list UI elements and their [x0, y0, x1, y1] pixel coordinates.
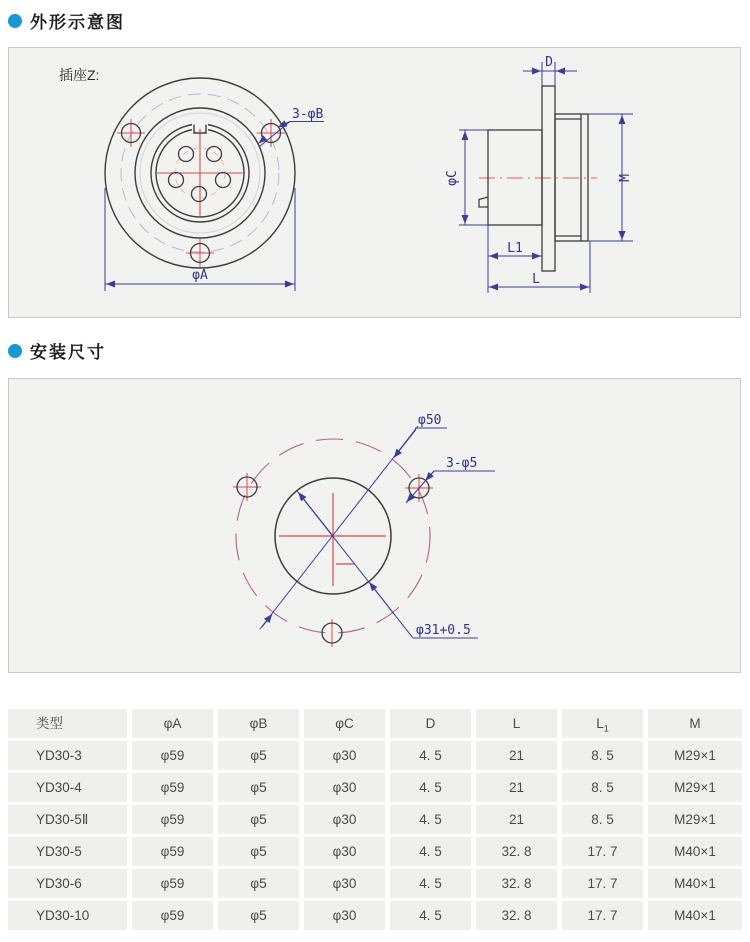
cell-type: YD30-4: [8, 773, 127, 802]
cell-value: 32. 8: [476, 837, 557, 866]
socket-label: 插座Z:: [59, 67, 100, 83]
cell-value: φ30: [304, 741, 385, 770]
section-header-outline: [8, 8, 125, 33]
mounting-holes: [117, 119, 285, 267]
cell-value: φ59: [132, 901, 213, 930]
col-header-dia-b: φB: [218, 709, 299, 738]
cell-value: 8. 5: [562, 773, 643, 802]
cutout-label: φ31+0.5: [416, 623, 471, 638]
holes-leader: [259, 122, 324, 148]
table-header-row: [8, 709, 742, 738]
section-header-mounting: [8, 338, 106, 363]
cell-value: 4. 5: [390, 901, 471, 930]
outline-drawing-box: [8, 47, 741, 318]
d-label: D: [545, 55, 553, 70]
center-crosshair: [279, 493, 386, 586]
cell-value: 17. 7: [562, 901, 643, 930]
cell-value: φ5: [218, 741, 299, 770]
cell-value: φ30: [304, 773, 385, 802]
table-row: [8, 741, 742, 770]
cell-value: φ5: [218, 805, 299, 834]
side-tab: [479, 197, 488, 207]
col-header-m: M: [648, 709, 742, 738]
table-row: [8, 837, 742, 866]
holes-label: 3-φB: [292, 107, 324, 122]
section-title: 外形示意图: [30, 13, 125, 32]
spec-table: [8, 709, 742, 933]
front-view: [105, 78, 324, 291]
cell-type: YD30-6: [8, 869, 127, 898]
cell-value: 21: [476, 773, 557, 802]
cell-value: φ59: [132, 869, 213, 898]
table-row: [8, 805, 742, 834]
cell-value: φ30: [304, 805, 385, 834]
col-header-type: 类型: [8, 709, 127, 738]
cell-value: 4. 5: [390, 805, 471, 834]
cell-value: φ59: [132, 741, 213, 770]
bolt-circle-dimension: [260, 426, 447, 629]
outline-drawing: [9, 48, 740, 317]
table-row: [8, 901, 742, 930]
cell-value: M40×1: [648, 901, 742, 930]
bullet-icon: [8, 14, 22, 28]
cell-value: 17. 7: [562, 869, 643, 898]
cell-value: 4. 5: [390, 869, 471, 898]
cell-value: 21: [476, 741, 557, 770]
cell-value: 4. 5: [390, 773, 471, 802]
cell-type: YD30-5: [8, 837, 127, 866]
cell-type: YD30-3: [8, 741, 127, 770]
col-header-dia-a: φA: [132, 709, 213, 738]
table-row: [8, 869, 742, 898]
col-header-dia-c: φC: [304, 709, 385, 738]
dia-a-label: φA: [192, 268, 208, 283]
m-label: M: [618, 174, 633, 182]
cell-value: M29×1: [648, 773, 742, 802]
cell-value: M40×1: [648, 869, 742, 898]
bullet-icon: [8, 344, 22, 358]
cell-value: φ5: [218, 837, 299, 866]
cell-value: 21: [476, 805, 557, 834]
cell-type: YD30-10: [8, 901, 127, 930]
cell-value: φ30: [304, 837, 385, 866]
cell-value: φ5: [218, 773, 299, 802]
col-header-l1: $L_1$: [562, 709, 643, 738]
section-title: 安装尺寸: [30, 343, 106, 362]
col-header-l: L: [476, 709, 557, 738]
l-label: L: [532, 272, 540, 287]
mounting-drawing: [9, 379, 740, 672]
cell-value: M29×1: [648, 741, 742, 770]
dia-c-label: φC: [445, 170, 460, 186]
cell-value: φ30: [304, 901, 385, 930]
side-view: [445, 55, 633, 293]
cell-value: M29×1: [648, 805, 742, 834]
cell-value: φ59: [132, 773, 213, 802]
bolt-circle-label: φ50: [418, 413, 442, 428]
holes-label: 3-φ5: [446, 456, 478, 471]
cell-value: 17. 7: [562, 837, 643, 866]
cell-value: 32. 8: [476, 869, 557, 898]
cell-value: φ5: [218, 869, 299, 898]
cell-value: 8. 5: [562, 805, 643, 834]
cell-value: 8. 5: [562, 741, 643, 770]
cell-value: 4. 5: [390, 837, 471, 866]
cell-value: φ59: [132, 805, 213, 834]
table-row: [8, 773, 742, 802]
cell-value: M40×1: [648, 837, 742, 866]
cell-value: 32. 8: [476, 901, 557, 930]
cell-value: φ59: [132, 837, 213, 866]
cell-value: φ30: [304, 869, 385, 898]
cell-value: φ5: [218, 901, 299, 930]
cell-type: YD30-5Ⅱ: [8, 805, 127, 834]
l1-label: L1: [507, 241, 523, 256]
mounting-drawing-box: [8, 378, 741, 673]
cell-value: 4. 5: [390, 741, 471, 770]
col-header-d: D: [390, 709, 471, 738]
